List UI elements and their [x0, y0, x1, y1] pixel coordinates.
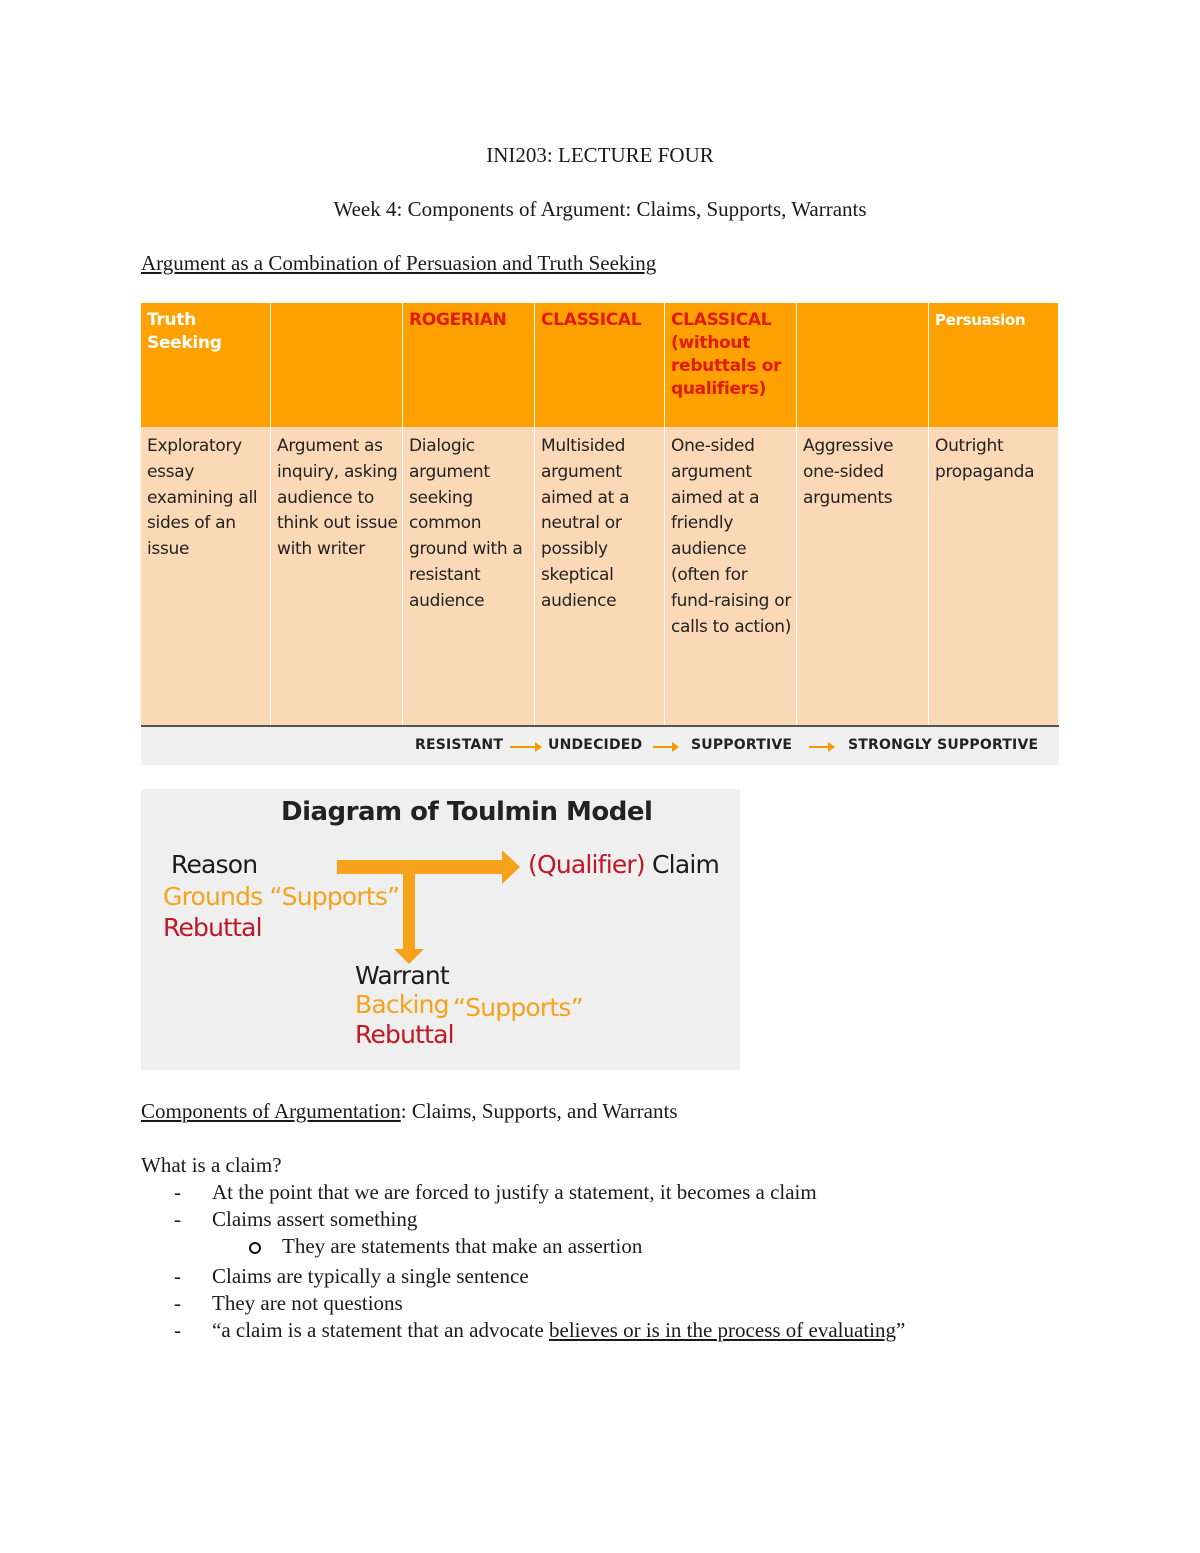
list-item-quote	[212, 1318, 905, 1343]
components-heading-line	[141, 1099, 678, 1124]
arrow-right-icon	[510, 746, 540, 748]
column-head: ROGERIAN	[409, 310, 507, 330]
quote-suffix: ”	[896, 1318, 906, 1342]
column-body: Multisided argument aimed at a neutral or possibly skeptical audience	[541, 436, 630, 611]
dash-bullet: -	[174, 1291, 181, 1315]
doc-title: INI203: LECTURE FOUR	[486, 143, 714, 167]
backing-label: Backing	[355, 990, 449, 1019]
arrow-right-icon	[337, 860, 502, 874]
list-item-nested: They are statements that make an assertion	[282, 1234, 643, 1258]
list-item: At the point that we are forced to justify a statement, it becomes a claim	[212, 1180, 817, 1204]
spectrum-column-rogerian	[403, 303, 535, 726]
audience-label-resistant: RESISTANT	[415, 737, 504, 753]
dash-bullet: -	[174, 1264, 181, 1288]
reason-label: Reason	[171, 850, 258, 879]
qualifier-label: (Qualifier)	[528, 850, 645, 879]
dash-bullet: -	[174, 1207, 181, 1231]
circle-bullet-icon	[249, 1242, 261, 1254]
audience-scale	[141, 725, 1059, 765]
column-head: Persuasion	[935, 311, 1026, 329]
arrow-right-icon	[809, 746, 833, 748]
quote-underlined: believes or is in the process of evaluating	[549, 1318, 896, 1342]
diagram-title: Diagram of Toulmin Model	[281, 797, 653, 827]
spectrum-column-classical	[535, 303, 665, 726]
argument-spectrum-table	[141, 303, 1059, 763]
list-item: They are not questions	[212, 1291, 403, 1315]
audience-label-strongly-supportive: STRONGLY SUPPORTIVE	[848, 737, 1039, 753]
dash-bullet: -	[174, 1318, 181, 1342]
spectrum-column-aggressive	[797, 303, 929, 726]
warrant-label: Warrant	[355, 961, 449, 990]
column-body: Argument as inquiry, asking audience to think out issue with writer	[277, 436, 398, 560]
grounds-label: Grounds “Supports”	[163, 882, 400, 911]
column-head: Truth Seeking	[147, 310, 222, 353]
rebuttal-bottom-label: Rebuttal	[355, 1020, 454, 1049]
column-body: One-sided argument aimed at a friendly audience (often for fund-raising or calls to action)	[671, 436, 792, 637]
toulmin-diagram	[141, 789, 740, 1070]
spectrum-column-persuasion	[929, 303, 1059, 726]
list-item: Claims assert something	[212, 1207, 418, 1231]
quote-prefix: “a claim is a statement that an advocate	[212, 1318, 550, 1342]
arrow-right-icon	[653, 746, 677, 748]
column-head: CLASSICAL	[541, 310, 642, 330]
claim-label: Claim	[652, 850, 720, 879]
components-heading-rest: : Claims, Supports, and Warrants	[400, 1099, 678, 1123]
spectrum-column-classical-one-sided	[665, 303, 797, 726]
section-heading-persuasion: Argument as a Combination of Persuasion and Truth Seeking	[141, 251, 657, 275]
list-item: Claims are typically a single sentence	[212, 1264, 529, 1288]
spectrum-column-inquiry	[271, 303, 403, 726]
backing-supports-label: “Supports”	[453, 993, 583, 1022]
claim-group	[528, 850, 719, 879]
column-body: Dialogic argument seeking common ground with a resistant audience	[409, 436, 523, 611]
rebuttal-left-label: Rebuttal	[163, 913, 262, 942]
audience-label-supportive: SUPPORTIVE	[691, 737, 793, 753]
components-heading: Components of Argumentation	[141, 1099, 401, 1123]
spectrum-column-truth-seeking	[141, 303, 271, 726]
column-body: Aggressive one-sided arguments	[803, 436, 894, 508]
audience-label-undecided: UNDECIDED	[548, 737, 643, 753]
doc-subtitle: Week 4: Components of Argument: Claims, Supports, Warrants	[333, 197, 867, 221]
column-head: CLASSICAL (without rebuttals or qualifiers)	[671, 310, 782, 399]
claim-question: What is a claim?	[141, 1153, 282, 1177]
column-body: Outright propaganda	[935, 436, 1035, 482]
arrow-down-icon	[403, 860, 415, 950]
dash-bullet: -	[174, 1180, 181, 1204]
column-body: Exploratory essay examining all sides of an issue	[147, 436, 258, 560]
